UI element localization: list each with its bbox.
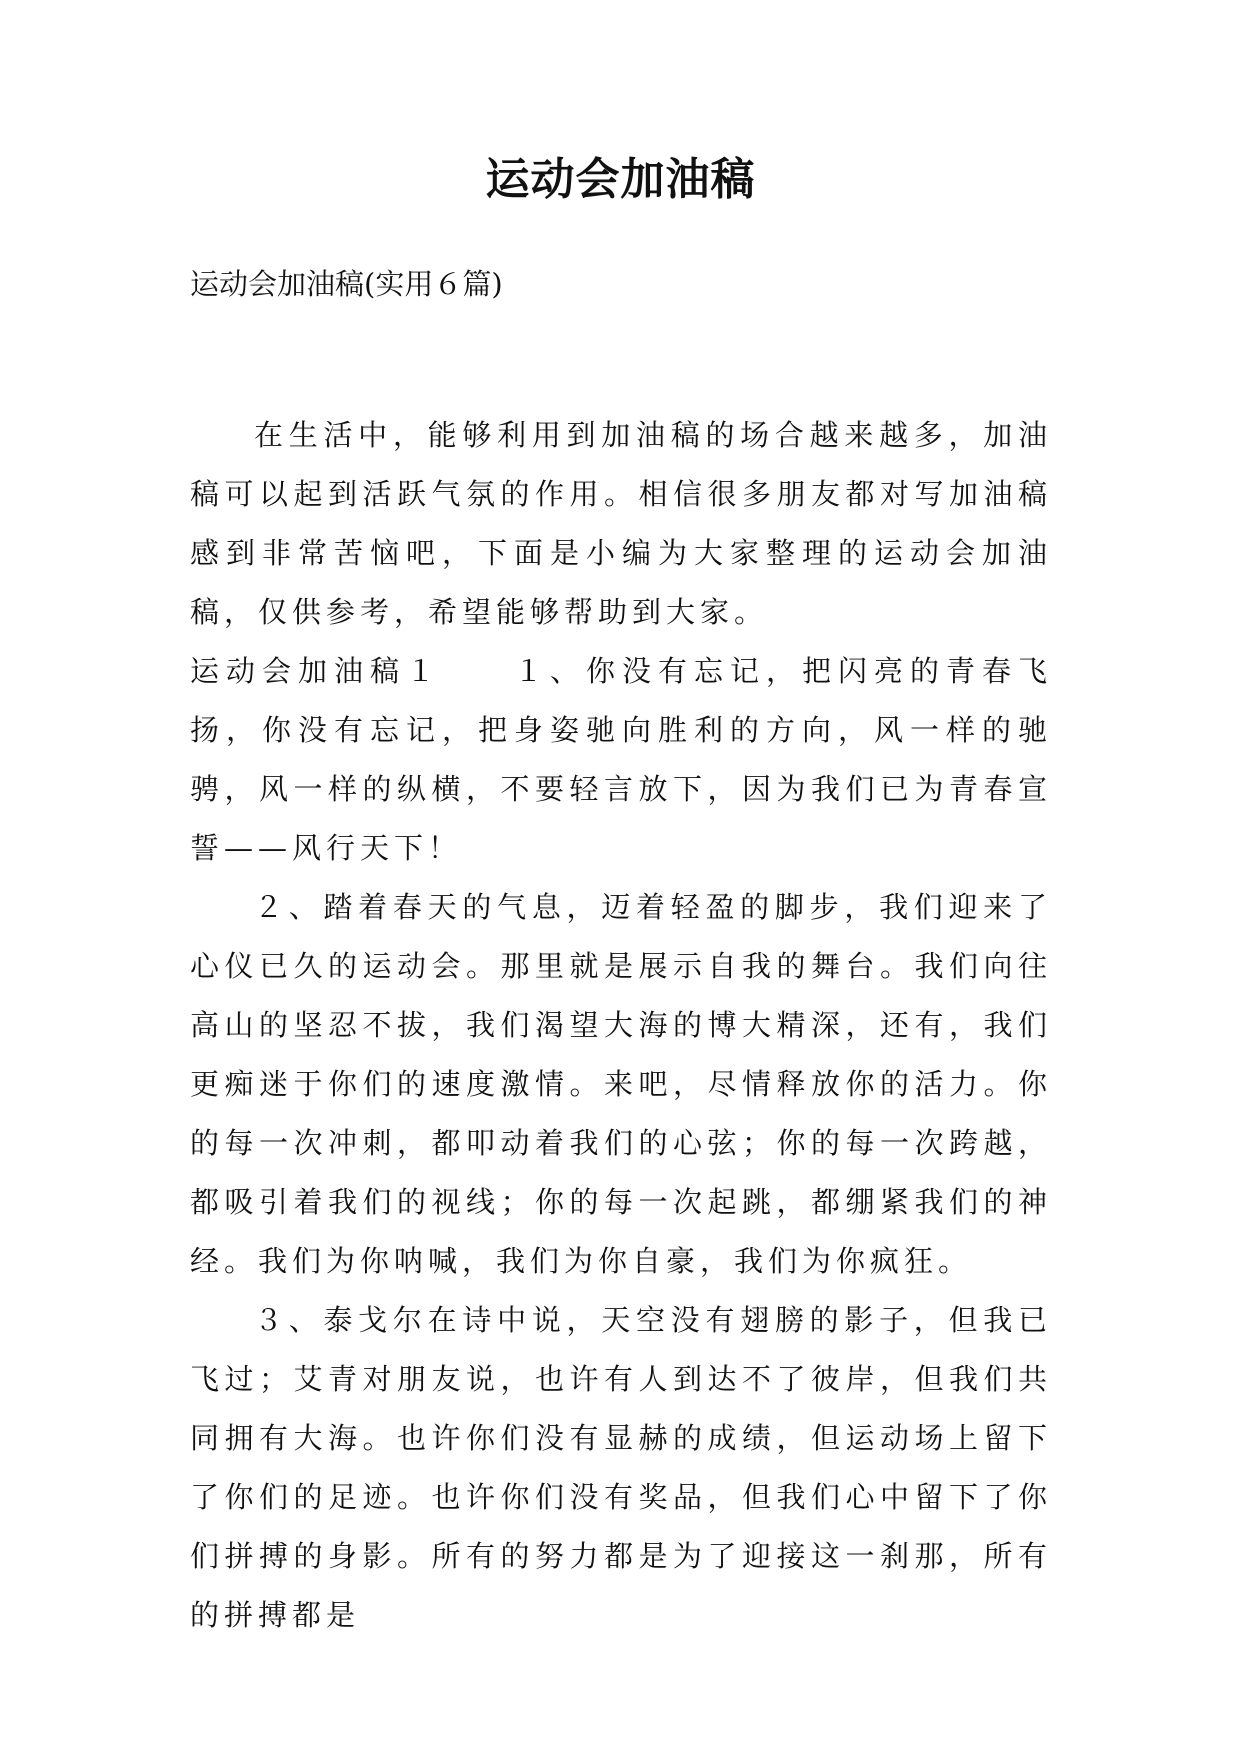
paragraph-item-2: ２、踏着春天的气息，迈着轻盈的脚步，我们迎来了心仪已久的运动会。那里就是展示自我的舞台。我们向往高山的坚忍不拔，我们渴望大海的博大精深，还有，我们更痴迷于你们的速度激情。来吧，尽情释放你的活力。你的每一次冲刺，都叩动着我们的心弦；你的每一次跨越，都吸引着我们的视线；你的每一次起跳，都绷紧我们的神经。我们为你呐喊，我们为你自豪，我们为你疯狂。 bbox=[190, 890, 1052, 1278]
paragraph-item-3: ３、泰戈尔在诗中说，天空没有翅膀的影子，但我已飞过；艾青对朋友说，也许有人到达不了彼岸，但我们共同拥有大海。也许你们没有显赫的成绩，但运动场上留下了你们的足迹。也许你们没有奖品，但我们心中留下了你们拼搏的身影。所有的努力都是为了迎接这一刹那，所有的拼搏都是 bbox=[190, 1303, 1052, 1632]
paragraph-item-1: 运动会加油稿１ １、你没有忘记，把闪亮的青春飞扬，你没有忘记，把身姿驰向胜利的方向，风一样的驰骋，风一样的纵横，不要轻言放下，因为我们已为青春宣誓——风行天下！ bbox=[190, 654, 1052, 865]
paragraph-intro: 在生活中，能够利用到加油稿的场合越来越多，加油稿可以起到活跃气氛的作用。相信很多朋友都对写加油稿感到非常苦恼吧，下面是小编为大家整理的运动会加油稿，仅供参考，希望能够帮助到大家。 bbox=[190, 418, 1052, 629]
document-subtitle: 运动会加油稿(实用６篇) bbox=[190, 267, 503, 301]
document-title: 运动会加油稿 bbox=[485, 154, 756, 205]
document-body bbox=[190, 406, 1052, 1645]
